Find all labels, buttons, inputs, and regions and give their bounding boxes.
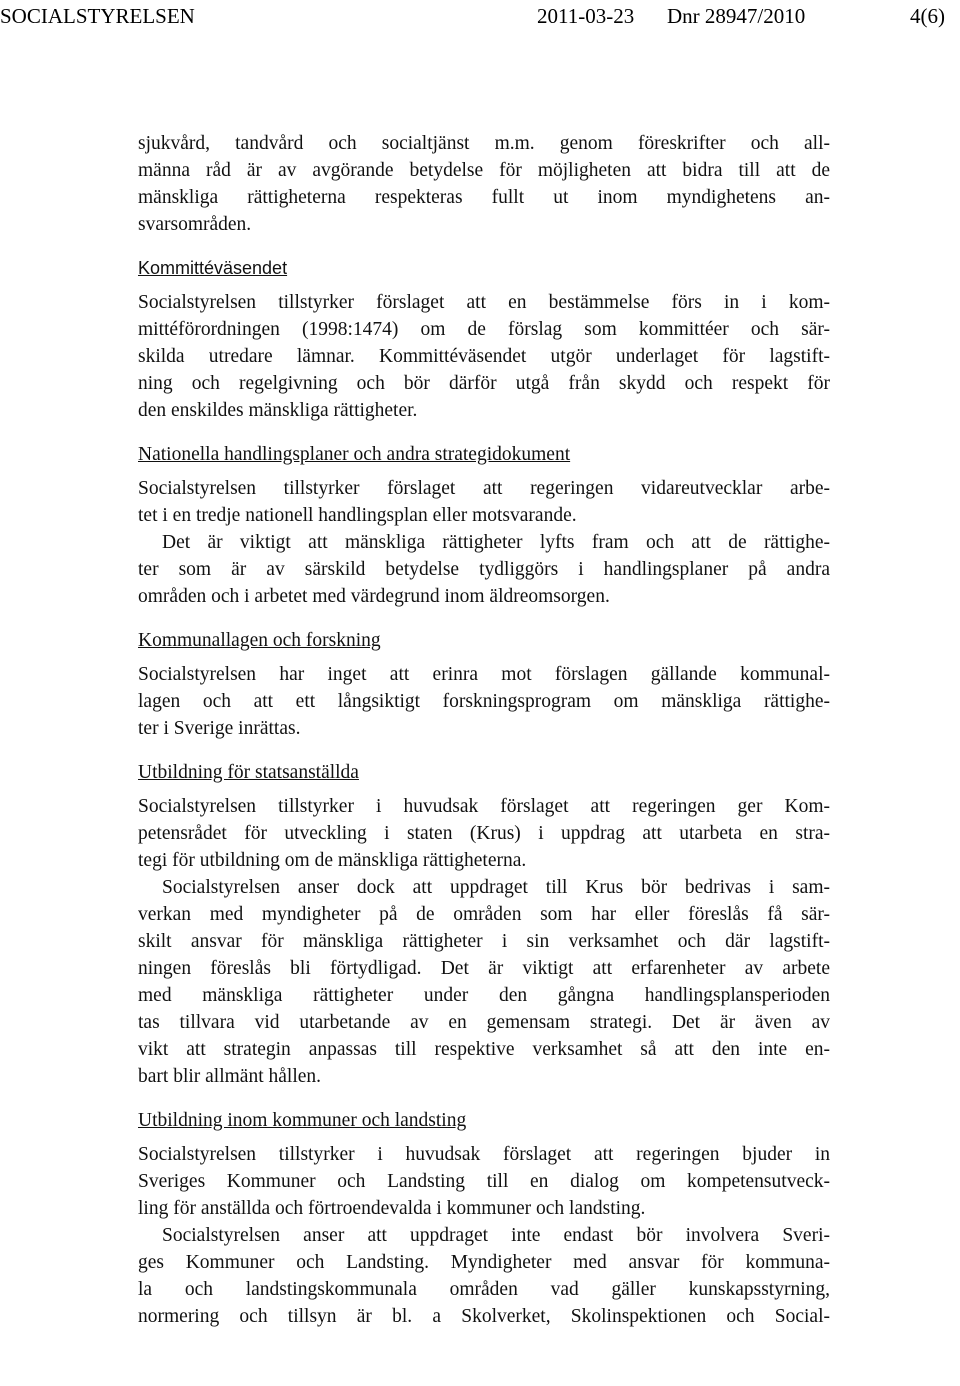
section-heading: Kommunallagen och forskning (138, 630, 381, 651)
text-line: Socialstyrelsen har inget att erinra mot förslagen gällande kommunal- (138, 664, 830, 685)
text-line: skilt ansvar för mänskliga rättigheter i sin verksamhet och där lagstift- (138, 931, 830, 952)
text-line: Det är viktigt att mänskliga rättigheter lyfts fram och att de rättighe- (162, 532, 830, 553)
text-line: la och landstingskommunala områden vad gäller kunskapsstyrning, (138, 1279, 830, 1300)
text-line: Socialstyrelsen tillstyrker förslaget att en bestämmelse förs in i kom- (138, 292, 830, 313)
text-line: normering och tillsyn är bl. a Skolverket, Skolinspektionen och Social- (138, 1306, 830, 1327)
section-heading: Utbildning inom kommuner och landsting (138, 1110, 467, 1131)
text-line: Socialstyrelsen tillstyrker förslaget att regeringen vidareutvecklar arbe- (138, 478, 830, 499)
text-line: ning och regelgivning och bör därför utgå från skydd och respekt för (138, 373, 830, 394)
page-header (0, 0, 960, 34)
text-line: Socialstyrelsen anser att uppdraget inte endast bör involvera Sveri- (162, 1225, 830, 1246)
text-line: ningen föreslås bli förtydligad. Det är viktigt att erfarenheter av arbete (138, 958, 830, 979)
text-line: männa råd är av avgörande betydelse för möjligheten att bidra till att de (138, 160, 830, 181)
reference-number: Dnr 28947/2010 (667, 4, 806, 28)
section-heading: Utbildning för statsanställda (138, 762, 359, 783)
section-nationella-handlingsplaner (138, 441, 830, 610)
text-line: lagen och att ett långsiktigt forskningsprogram om mänskliga rättighe- (138, 691, 830, 712)
section-utbildning-kommuner (138, 1107, 830, 1330)
text-line: ter i Sverige inrättas. (138, 718, 301, 739)
section-heading: Nationella handlingsplaner och andra strategidokument (138, 444, 571, 465)
text-line: vikt att strategin anpassas till respektive verksamhet så att den inte en- (138, 1039, 830, 1060)
document-date: 2011-03-23 (537, 4, 635, 28)
text-line: Socialstyrelsen tillstyrker i huvudsak förslaget att regeringen ger Kom- (138, 796, 830, 817)
text-line: med mänskliga rättigheter under den gångna handlingsplansperioden (138, 985, 830, 1006)
text-line: ter som är av särskild betydelse tydliggörs i handlingsplaner på andra (138, 559, 830, 580)
text-line: sjukvård, tandvård och socialtjänst m.m. genom föreskrifter och all- (138, 133, 830, 154)
text-line: tas tillvara vid utarbetande av en gemensam strategi. Det är även av (138, 1012, 830, 1033)
section-heading: Kommittéväsendet (138, 258, 288, 278)
text-line: mittéförordningen (1998:1474) om de förslag som kommittéer och sär- (138, 319, 830, 340)
text-line: ges Kommuner och Landsting. Myndigheter med ansvar för kommuna- (138, 1252, 830, 1273)
text-line: petensrådet för utveckling i staten (Krus) i uppdrag att utarbeta en stra- (138, 823, 830, 844)
text-line: mänskliga rättigheterna respekteras fullt ut inom myndighetens an- (138, 187, 830, 208)
intro-paragraph (138, 130, 830, 238)
text-line: skilda utredare lämnar. Kommittéväsendet utgör underlaget för lagstift- (138, 346, 830, 367)
text-line: svarsområden. (138, 214, 252, 235)
text-line: Socialstyrelsen anser dock att uppdraget till Krus bör bedrivas i sam- (162, 877, 830, 898)
document-body (138, 130, 830, 1330)
section-kommittevasendet (138, 255, 830, 424)
text-line: ling för anställda och förtroendevalda i kommuner och landsting. (138, 1198, 646, 1219)
section-kommunallagen (138, 627, 830, 742)
organization-name: SOCIALSTYRELSEN (0, 4, 195, 28)
text-line: den enskildes mänskliga rättigheter. (138, 400, 418, 421)
section-utbildning-statsanstallda (138, 759, 830, 1090)
text-line: tet i en tredje nationell handlingsplan eller motsvarande. (138, 505, 577, 526)
text-line: områden och i arbetet med värdegrund inom äldreomsorgen. (138, 586, 610, 607)
text-line: Socialstyrelsen tillstyrker i huvudsak förslaget att regeringen bjuder in (138, 1144, 830, 1165)
text-line: verkan med myndigheter på de områden som har eller föreslås få sär- (138, 904, 830, 925)
text-line: Sveriges Kommuner och Landsting till en dialog om kompetensutveck- (138, 1171, 830, 1192)
page-number: 4(6) (910, 4, 945, 28)
text-line: bart blir allmänt hållen. (138, 1066, 322, 1087)
text-line: tegi för utbildning om de mänskliga rättigheterna. (138, 850, 527, 871)
